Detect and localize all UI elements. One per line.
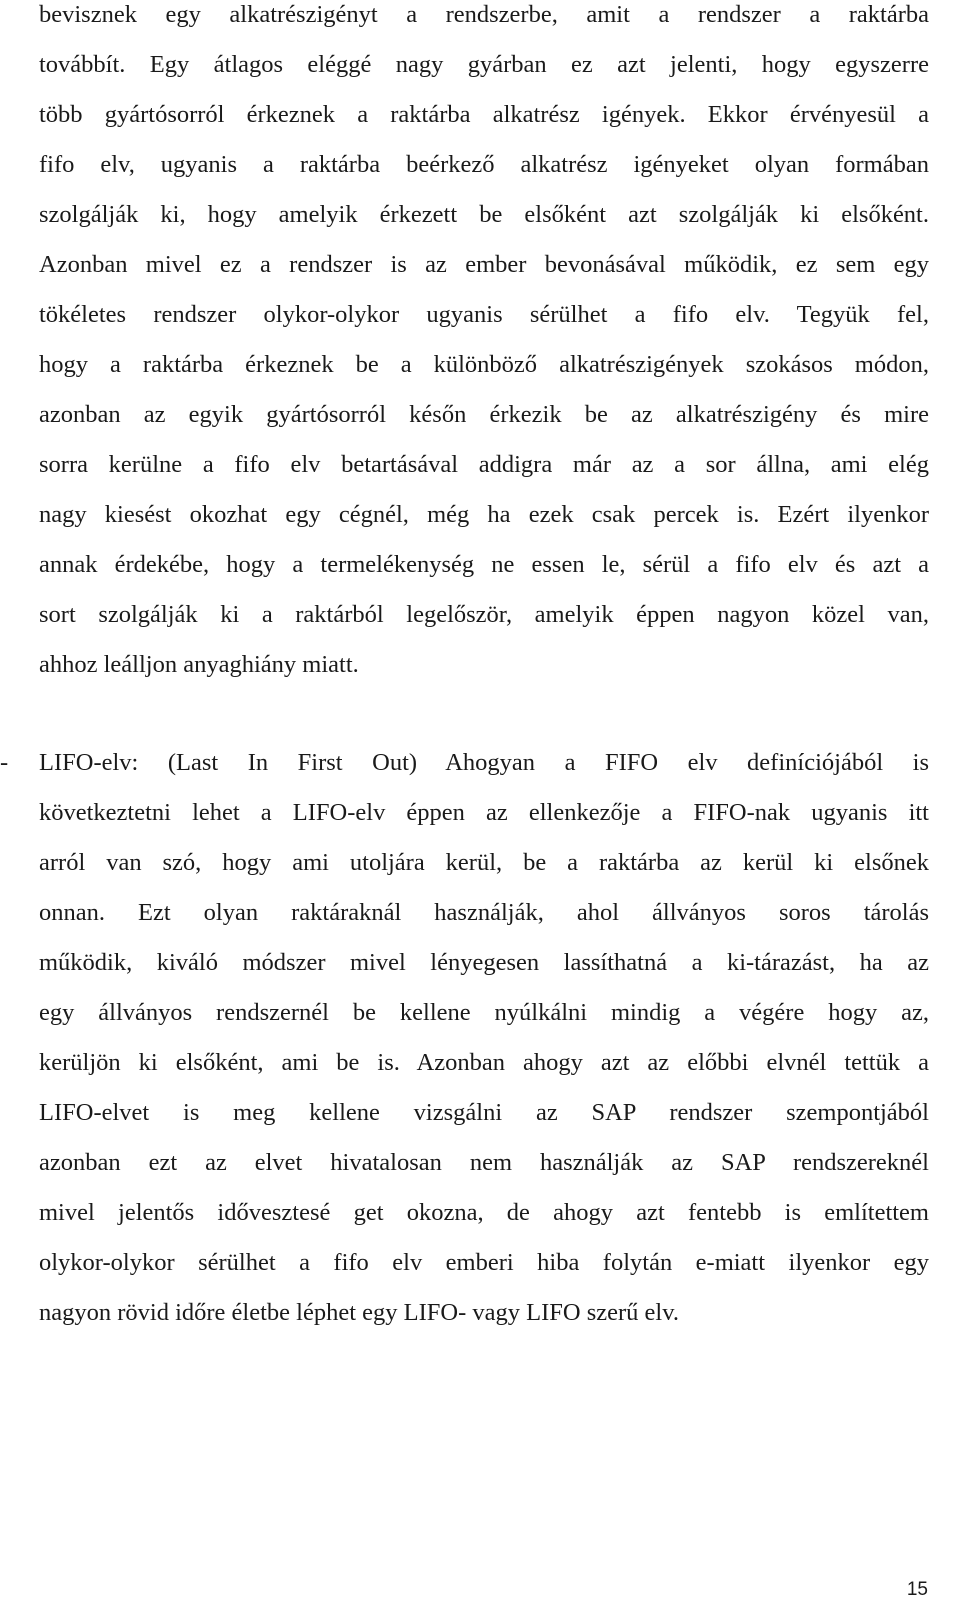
list-bullet-dash: -: [0, 749, 9, 776]
text-line: annak érdekébe, hogy a termelékenység ne essen le, sérül a fifo elv és azt a: [39, 551, 929, 578]
text-line: azonban az egyik gyártósorról későn érkezik be az alkatrészigény és mire: [39, 401, 929, 428]
text-line: nagy kiesést okozhat egy cégnél, még ha ezek csak percek is. Ezért ilyenkor: [39, 501, 929, 528]
text-line: onnan. Ezt olyan raktáraknál használják, ahol állványos soros tárolás: [39, 899, 929, 926]
text-line: következtetni lehet a LIFO-elv éppen az ellenkezője a FIFO-nak ugyanis itt: [39, 799, 929, 826]
text-line: ahhoz leálljon anyaghiány miatt.: [39, 651, 359, 678]
text-line: nagyon rövid időre életbe léphet egy LIFO- vagy LIFO szerű elv.: [39, 1299, 679, 1326]
text-line: több gyártósorról érkeznek a raktárba alkatrész igények. Ekkor érvényesül a: [39, 101, 929, 128]
text-line: LIFO-elv: (Last In First Out) Ahogyan a FIFO elv definíciójából is: [39, 749, 929, 776]
paragraph-fifo-continuation: [39, 0, 929, 690]
text-line: hogy a raktárba érkeznek be a különböző alkatrészigények szokásos módon,: [39, 351, 929, 378]
text-line: LIFO-elvet is meg kellene vizsgálni az SAP rendszer szempontjából: [39, 1099, 929, 1126]
text-line: arról van szó, hogy ami utoljára kerül, be a raktárba az kerül ki elsőnek: [39, 849, 929, 876]
text-line: kerüljön ki elsőként, ami be is. Azonban ahogy azt az előbbi elvnél tettük a: [39, 1049, 929, 1076]
paragraph-lifo: [39, 738, 929, 1338]
text-line: sorra kerülne a fifo elv betartásával addigra már az a sor állna, ami elég: [39, 451, 929, 478]
text-line: működik, kiváló módszer mivel lényegesen lassíthatná a ki-tárazást, ha az: [39, 949, 929, 976]
text-line: szolgálják ki, hogy amelyik érkezett be elsőként azt szolgálják ki elsőként.: [39, 201, 929, 228]
page-number: 15: [906, 1579, 928, 1600]
text-line: bevisznek egy alkatrészigényt a rendszerbe, amit a rendszer a raktárba: [39, 1, 929, 28]
text-line: mivel jelentős idővesztesé get okozna, de ahogy azt fentebb is említettem: [39, 1199, 929, 1226]
text-line: azonban ezt az elvet hivatalosan nem használják az SAP rendszereknél: [39, 1149, 929, 1176]
text-line: továbbít. Egy átlagos eléggé nagy gyárban ez azt jelenti, hogy egyszerre: [39, 51, 929, 78]
text-line: fifo elv, ugyanis a raktárba beérkező alkatrész igényeket olyan formában: [39, 151, 929, 178]
text-line: tökéletes rendszer olykor-olykor ugyanis sérülhet a fifo elv. Tegyük fel,: [39, 301, 929, 328]
text-line: olykor-olykor sérülhet a fifo elv emberi hiba folytán e-miatt ilyenkor egy: [39, 1249, 929, 1276]
text-line: Azonban mivel ez a rendszer is az ember bevonásával működik, ez sem egy: [39, 251, 929, 278]
text-line: egy állványos rendszernél be kellene nyúlkálni mindig a végére hogy az,: [39, 999, 929, 1026]
text-line: sort szolgálják ki a raktárból legelőször, amelyik éppen nagyon közel van,: [39, 601, 929, 628]
